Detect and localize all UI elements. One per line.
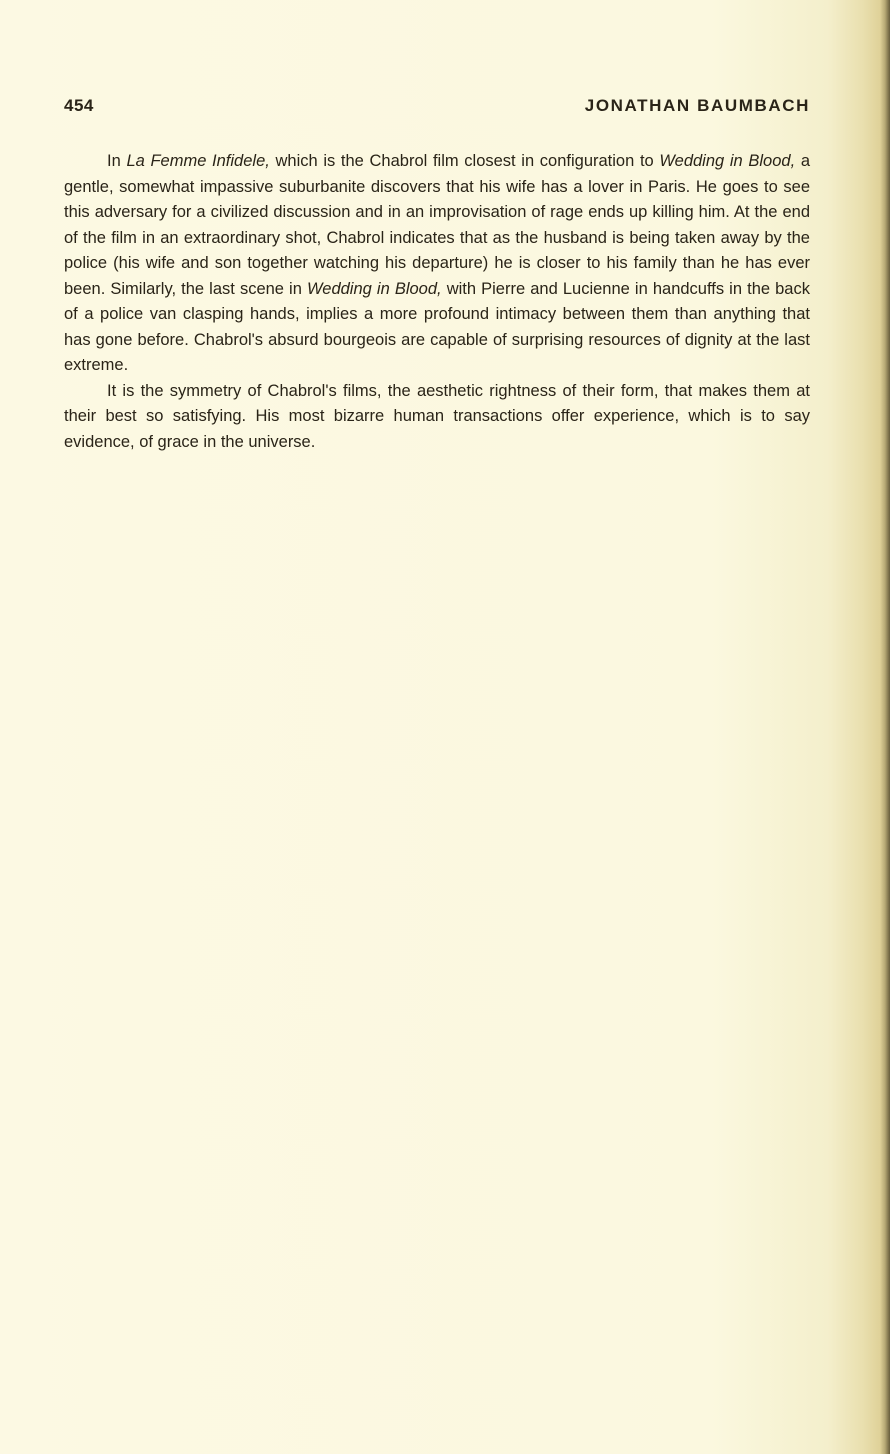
film-title: La Femme Infidele, bbox=[126, 152, 270, 170]
paragraph-1 bbox=[64, 149, 810, 379]
body-text bbox=[64, 149, 810, 455]
text-run: with Pierre and Lucienne in handcuffs in the back of a police van clasping hands, implies a more profound intimacy between them than anything that has gone before. Chabrol's absurd bourgeois are capable of surprising resources of dignity at the last extreme. bbox=[64, 279, 810, 374]
book-spine-shadow bbox=[880, 0, 890, 1454]
author-running-head: JONATHAN BAUMBACH bbox=[584, 96, 810, 115]
film-title: Wedding in Blood, bbox=[307, 279, 442, 298]
text-run: In bbox=[107, 152, 127, 170]
page-number: 454 bbox=[64, 96, 94, 115]
text-run: It is the symmetry of Chabrol's films, the aesthetic rightness of their form, that makes them at their best so satisfying. His most bizarre human transactions offer experience, which is to say evidence, of grace in the universe. bbox=[64, 381, 810, 451]
paragraph-2 bbox=[64, 379, 810, 456]
text-run: a gentle, somewhat impassive suburbanite discovers that his wife has a lover in Paris. He goes to see this adversary for a civilized discussion and in an improvisation of rage ends up killing him. At the end of the film in an extraordinary shot, Chabrol indicates that as the husband is being taken away by the police (his wife and son together watching his departure) he is closer to his family than he has ever been. Similarly, the last scene in bbox=[64, 152, 810, 298]
film-title: Wedding in Blood, bbox=[659, 152, 796, 170]
running-head bbox=[64, 96, 810, 120]
text-run: which is the Chabrol film closest in configuration to bbox=[269, 152, 660, 170]
